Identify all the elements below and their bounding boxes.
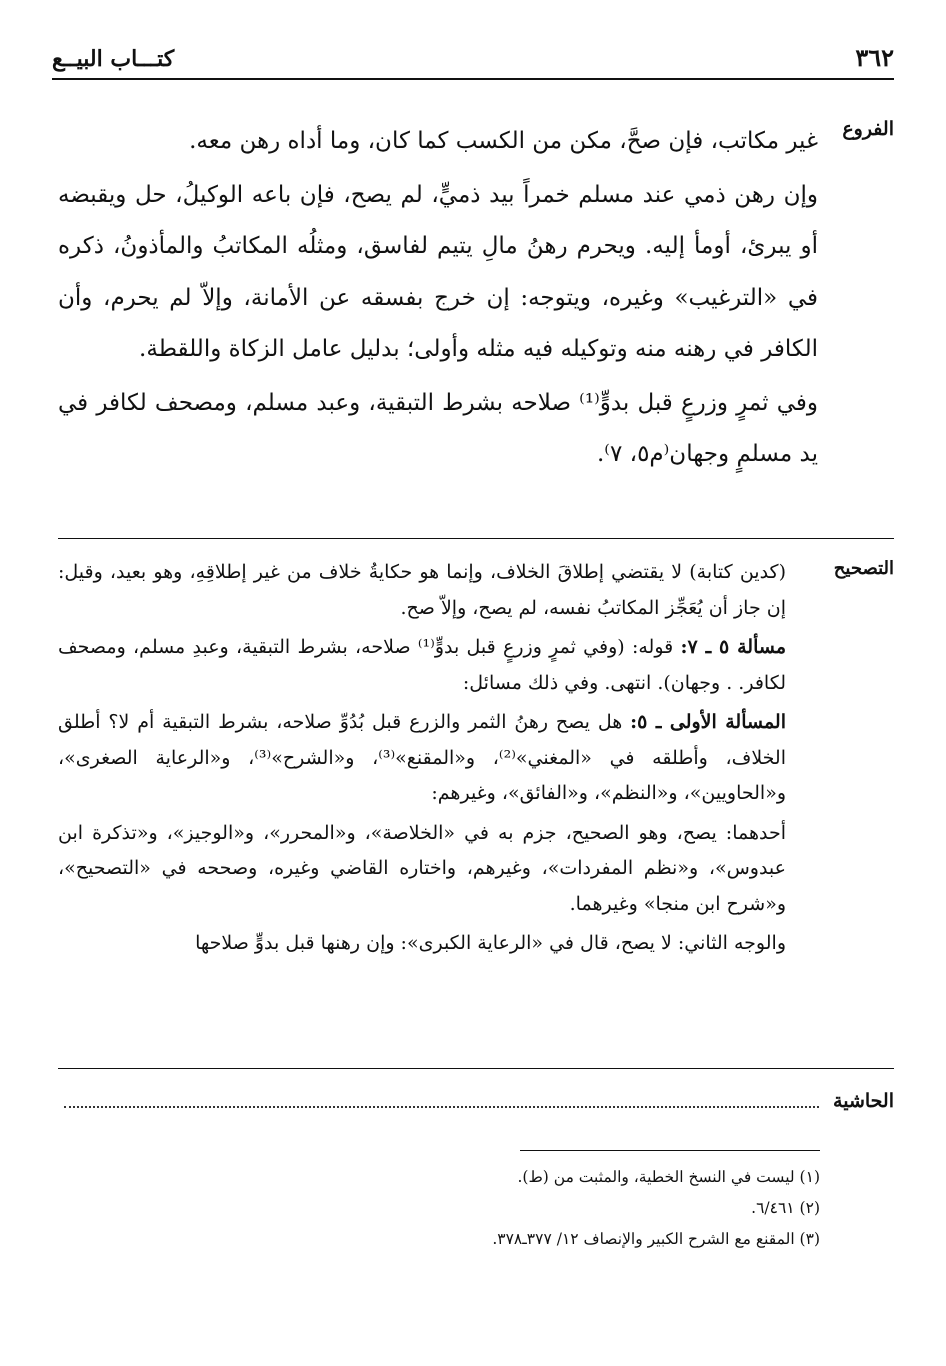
page-header [52,42,894,72]
footnote-1: (١) ليست في النسخ الخطية، والمثبت من (ط). [517,1168,820,1186]
tashih-label: التصحيح [833,558,894,579]
tashih-paragraph-4: أحدهما: يصح، وهو الصحيح، جزم به في «الخلاصة»، و«المحرر»، و«الوجيز»، و«تذكرة ابن عبدوس»، و«نظم المفردات»، وغيرهم، واختاره القاضي وغيره، وصححه في «التصحيح»، و«شرح ابن منجا» وغيرهما. [58,821,786,915]
footnote-3: (٣) المقنع مع الشرح الكبير والإنصاف ١٢/ ٣٧٧ـ٣٧٨. [492,1230,820,1248]
hashia-row [58,1090,894,1112]
issue-text: قوله: (وفي ثمرٍ وزرعٍ قبل بدوٍّ⁽¹⁾ صلاحه، بشرط التبقية، وعبدِ مسلم، ومصحف لكافر. . وجهان). انتهى. وفي ذلك مسائل: [58,636,786,694]
footnotes [300,1162,820,1255]
section-divider [58,538,894,539]
footnote-rule [520,1150,820,1151]
tashih-paragraph-1: (كدين كتابة) لا يقتضي إطلاقَ الخلاف، وإنما هو حكايةُ خلاف من غير إطلاقِهِ، وهو بعيد، وقيل: إن جاز أن يُعَجِّز المكاتبُ نفسه، لم يصح، وإلاّ صح. [58,561,786,619]
tashih-paragraph-5: والوجه الثاني: لا يصح، قال في «الرعاية الكبرى»: وإن رهنها قبل بدوٍّ صلاحها [195,932,786,954]
tashih-section [58,555,786,966]
furu-paragraph-1: غير مكاتب، فإن صحَّ، مكن من الكسب كما كان، وما أداه رهن معه. [189,128,818,154]
furu-section [58,116,818,483]
first-issue-heading: المسألة الأولى ـ ٥: [630,711,786,733]
first-issue-text: هل يصح رهنُ الثمر والزرع قبل بُدُوِّ صلاحه، بشرط التبقية أم لا؟ أطلق الخلاف، وأطلقه في «المغني»⁽²⁾، و«المقنع»⁽³⁾، و«الشرح»⁽³⁾، و«الرعاية الصغرى»، و«الحاويين»، و«النظم»، و«الفائق»، وغيرهم: [58,711,786,804]
section-divider-2 [58,1068,894,1069]
book-title: كتـــاب البيــع [52,46,175,72]
furu-paragraph-3: وفي ثمرٍ وزرعٍ قبل بدوٍّ⁽¹⁾ صلاحه بشرط التبقية، وعبد مسلم، ومصحف لكافر في يد مسلمٍ وجهان⁽م٥، ٧⁾. [58,389,818,467]
page-number: ٣٦٢ [855,43,894,72]
issue-heading: مسألة ٥ ـ ٧: [680,636,787,658]
tashih-paragraph-2 [58,630,786,701]
footnote-2: (٢) ٦/٤٦١. [751,1199,820,1217]
hashia-label: الحاشية [833,1090,894,1112]
dotted-leader [64,1106,819,1108]
furu-label: الفروع [842,118,894,140]
furu-paragraph-2: وإن رهن ذمي عند مسلم خمراً بيد ذميٍّ، لم يصح، فإن باعه الوكيلُ، حل ويقبضه أو يبرئ، أومأ إليه. ويحرم رهنُ مالِ يتيم لفاسق، ومثلُه المكاتبُ والمأذونُ، ذكره في «الترغيب» وغيره، ويتوجه: إن خرج بفسقه عن الأمانة، وإلاّ لم يحرم، وأن الكافر في رهنه منه وتوكيله فيه مثله وأولى؛ بدليل عامل الزكاة واللقطة. [58,181,818,362]
tashih-paragraph-3 [58,705,786,812]
header-rule [52,78,894,80]
